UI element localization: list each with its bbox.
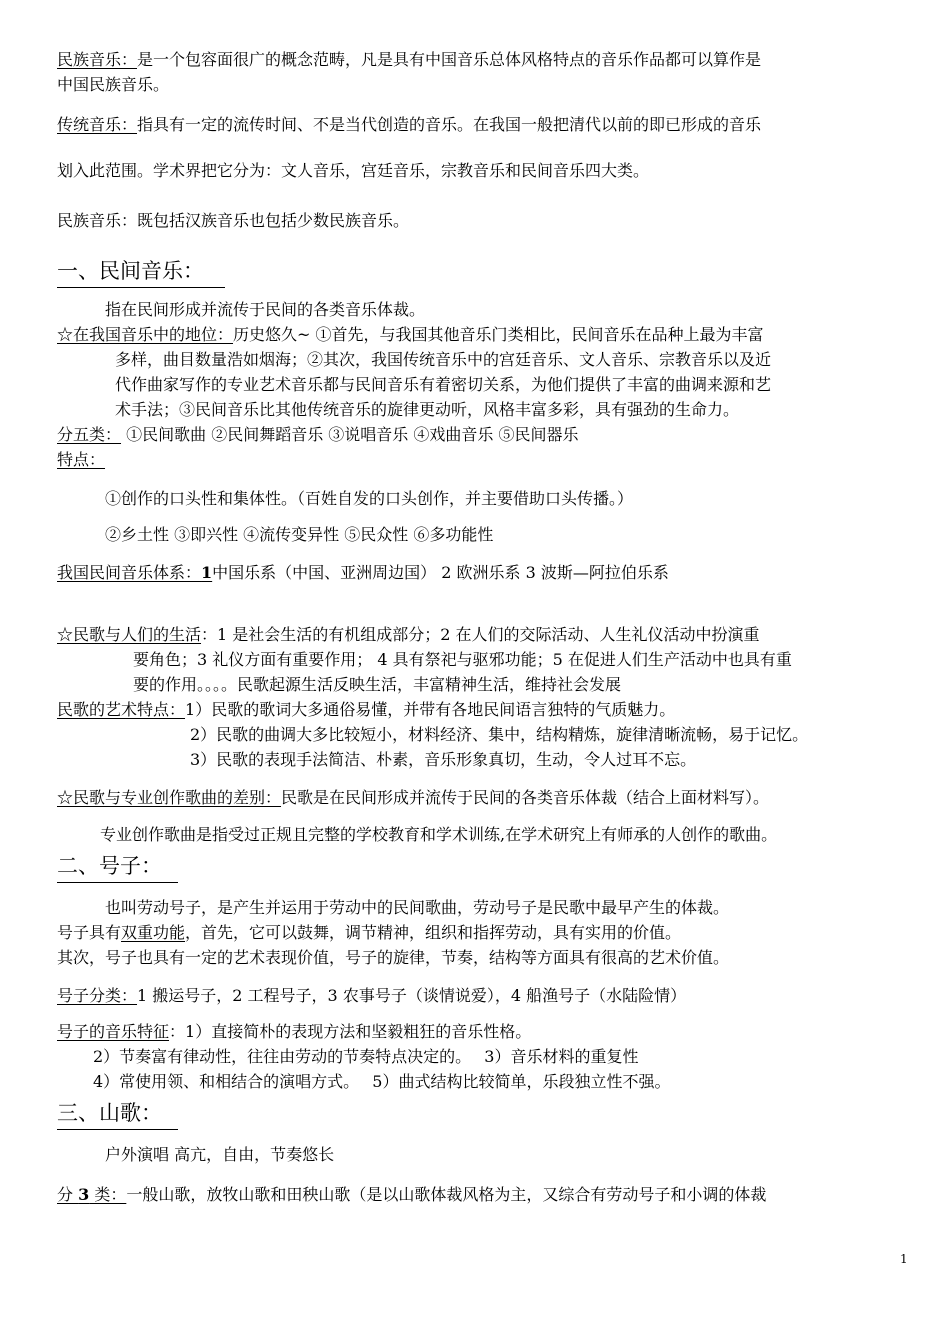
term-categories: 分五类： xyxy=(57,425,122,444)
intro-line-1 xyxy=(57,49,761,71)
s1-feature-1 xyxy=(105,488,633,510)
s3-text-sans: （是以山歌体裁风格为主，又综合有劳动号子和小调的体裁 xyxy=(350,1185,767,1204)
s1-position-line-2: 多样，曲目数量浩如烟海；②其次，我国传统音乐中的宫廷音乐、文人音乐、宗教音乐以及近 xyxy=(115,350,772,369)
section-heading-3: 三、山歌： xyxy=(57,1101,162,1125)
term-minzu-yinyue: 民族音乐： xyxy=(57,50,138,69)
s2-line-3: 其次，号子也具有一定的艺术表现价值，号子的旋律，节奏，结构等方面具有很高的艺术价值。 xyxy=(57,948,730,967)
s1-text: 2 欧洲乐系 3 波斯—阿拉伯乐系 xyxy=(441,563,669,582)
term-shange-classes xyxy=(57,1185,126,1204)
s1-life-line-2: 要角色；3 礼仪方面有重要作用； 4 具有祭祀与驱邪功能；5 在促进人们生产活动中也具有重 xyxy=(133,650,792,669)
s1-life-line-3: 要的作用。。。。民歌起源生活反映生活，丰富精神生活，维持社会发展 xyxy=(133,675,622,694)
s2-music-line-2: 2）节奏富有律动性，往往由劳动的节奏特点决定的。 3）音乐材料的重复性 xyxy=(93,1047,639,1066)
term-chuantong-yinyue: 传统音乐： xyxy=(57,115,138,134)
term-shange-classes-text: 类： xyxy=(89,1185,127,1204)
s1-text-sans: （结合上面材料写）。 xyxy=(617,788,770,807)
intro-line-2: 中国民族音乐。 xyxy=(57,75,170,94)
s1-music-system xyxy=(57,562,669,584)
intro-line-4: 划入此范围。学术界把它分为：文人音乐，宫廷音乐，宗教音乐和民间音乐四大类。 xyxy=(57,161,650,180)
s1-feature-2: ②乡土性 ③即兴性 ④流传变异性 ⑤民众性 ⑥多功能性 xyxy=(105,525,494,544)
section-heading-1: 一、民间音乐： xyxy=(57,259,204,283)
s2-text: ，首先，它可以鼓舞，调节精神，组织和指挥劳动，具有实用的价值。 xyxy=(185,923,682,942)
term-shange-classes-text: 分 xyxy=(57,1185,79,1204)
section-heading-2: 二、号子： xyxy=(57,854,162,878)
term-difference: ☆民歌与专业创作歌曲的差别： xyxy=(57,788,282,807)
term-life: ☆民歌与人们的生活 xyxy=(57,625,202,644)
s2-text: 号子具有 xyxy=(57,923,122,942)
s2-text-sans: （水陆险情） xyxy=(590,986,687,1005)
term-position: ☆在我国音乐中的地位： xyxy=(57,325,234,344)
s1-art-line-3: 3）民歌的表现手法简洁、朴素，音乐形象真切，生动，令人过耳不忘。 xyxy=(190,750,697,769)
page-number: 1 xyxy=(900,1252,908,1266)
term-shange-classes-number: 3 xyxy=(78,1185,90,1204)
s2-text: ，4 船渔号子 xyxy=(494,986,591,1005)
s2-text: 1 搬运号子，2 工程号子，3 农事号子 xyxy=(137,986,407,1005)
s2-classes xyxy=(57,985,686,1007)
s1-features-label xyxy=(57,449,105,471)
s1-art-line-1 xyxy=(57,699,675,721)
s1-art-line-2: 2）民歌的曲调大多比较短小，材料经济、集中，结构精炼，旋律清晰流畅，易于记忆。 xyxy=(190,725,809,744)
heading-rule xyxy=(57,1129,178,1130)
term-music-system xyxy=(57,563,212,582)
s1-position-line-1 xyxy=(57,324,764,346)
s1-position-line-3: 代作曲家写作的专业艺术音乐都与民间音乐有着密切关系，为他们提供了丰富的曲调来源和艺 xyxy=(115,375,772,394)
s2-text-sans: （谈情说爱） xyxy=(406,986,495,1005)
s1-text: 中国乐系 xyxy=(212,563,277,582)
s3-line-1: 户外演唱 高亢，自由，节奏悠长 xyxy=(105,1145,335,1164)
term-art: 民歌的艺术特点： xyxy=(57,700,186,719)
s1-life-line-1 xyxy=(57,624,760,646)
s1-text: ①民间歌曲 ②民间舞蹈音乐 ③说唱音乐 ④戏曲音乐 ⑤民间器乐 xyxy=(121,425,579,444)
s2-music-line-3: 4）常使用领、和相结合的演唱方式。 5）曲式结构比较简单，乐段独立性不强。 xyxy=(93,1072,671,1091)
intro-line-5: 民族音乐：既包括汉族音乐也包括少数民族音乐。 xyxy=(57,211,410,230)
s3-text: 一般山歌，放牧山歌和田秧山歌 xyxy=(126,1185,351,1204)
s1-difference-line-1 xyxy=(57,787,769,809)
s2-text: ：1）直接简朴的表现方法和坚毅粗狂的音乐性格。 xyxy=(169,1022,532,1041)
term-music-system-number: 1 xyxy=(201,563,213,582)
s2-line-1: 也叫劳动号子，是产生并运用于劳动中的民间歌曲，劳动号子是民歌中最早产生的体裁。 xyxy=(105,898,730,917)
intro-text: 指具有一定的流传时间、不是当代创造的音乐。 xyxy=(137,115,474,134)
s1-text-sans: （百姓自发的口头创作，并主要借助口头传播。） xyxy=(297,489,634,508)
intro-line-3 xyxy=(57,114,761,136)
s1-text: 民歌是在民间形成并流传于民间的各类音乐体裁 xyxy=(281,788,618,807)
s1-categories xyxy=(57,424,578,446)
s1-position-line-4: 术手法；③民间音乐比其他传统音乐的旋律更动听，风格丰富多彩，具有强劲的生命力。 xyxy=(115,400,740,419)
s3-classes xyxy=(57,1184,766,1206)
s1-text-sans: （中国、亚洲周边国） xyxy=(276,563,437,582)
term-features: 特点： xyxy=(57,450,106,469)
s1-text: ①创作的口头性和集体性。 xyxy=(105,489,298,508)
heading-rule xyxy=(57,882,178,883)
term-haozi-classes: 号子分类： xyxy=(57,986,138,1005)
term-dual-function: 双重功能 xyxy=(121,923,186,942)
term-haozi-music: 号子的音乐特征 xyxy=(57,1022,170,1041)
s1-text: ：1 是社会生活的有机组成部分；2 在人们的交际活动、人生礼仪活动中扮演重 xyxy=(201,625,760,644)
s1-text: 1）民歌的歌词大多通俗易懂，并带有各地民间语言独特的气质魅力。 xyxy=(185,700,676,719)
intro-text: 是一个包容面很广的概念范畴，凡是具有中国音乐总体风格特点的音乐作品都可以算作是 xyxy=(137,50,762,69)
heading-rule xyxy=(57,287,225,288)
s2-music-line-1 xyxy=(57,1021,531,1043)
s1-text: 历史悠久~ ①首先，与我国其他音乐门类相比，民间音乐在品种上最为丰富 xyxy=(233,325,764,344)
s1-difference-line-2: 专业创作歌曲是指受过正规且完整的学校教育和学术训练,在学术研究上有师承的人创作的歌曲。 xyxy=(100,825,778,844)
term-music-system-text: 我国民间音乐体系： xyxy=(57,563,202,582)
s2-line-2 xyxy=(57,922,681,944)
s1-definition: 指在民间形成并流传于民间的各类音乐体裁。 xyxy=(105,300,426,319)
intro-text-sans: 在我国一般把清代以前的即已形成的音乐 xyxy=(473,115,762,134)
